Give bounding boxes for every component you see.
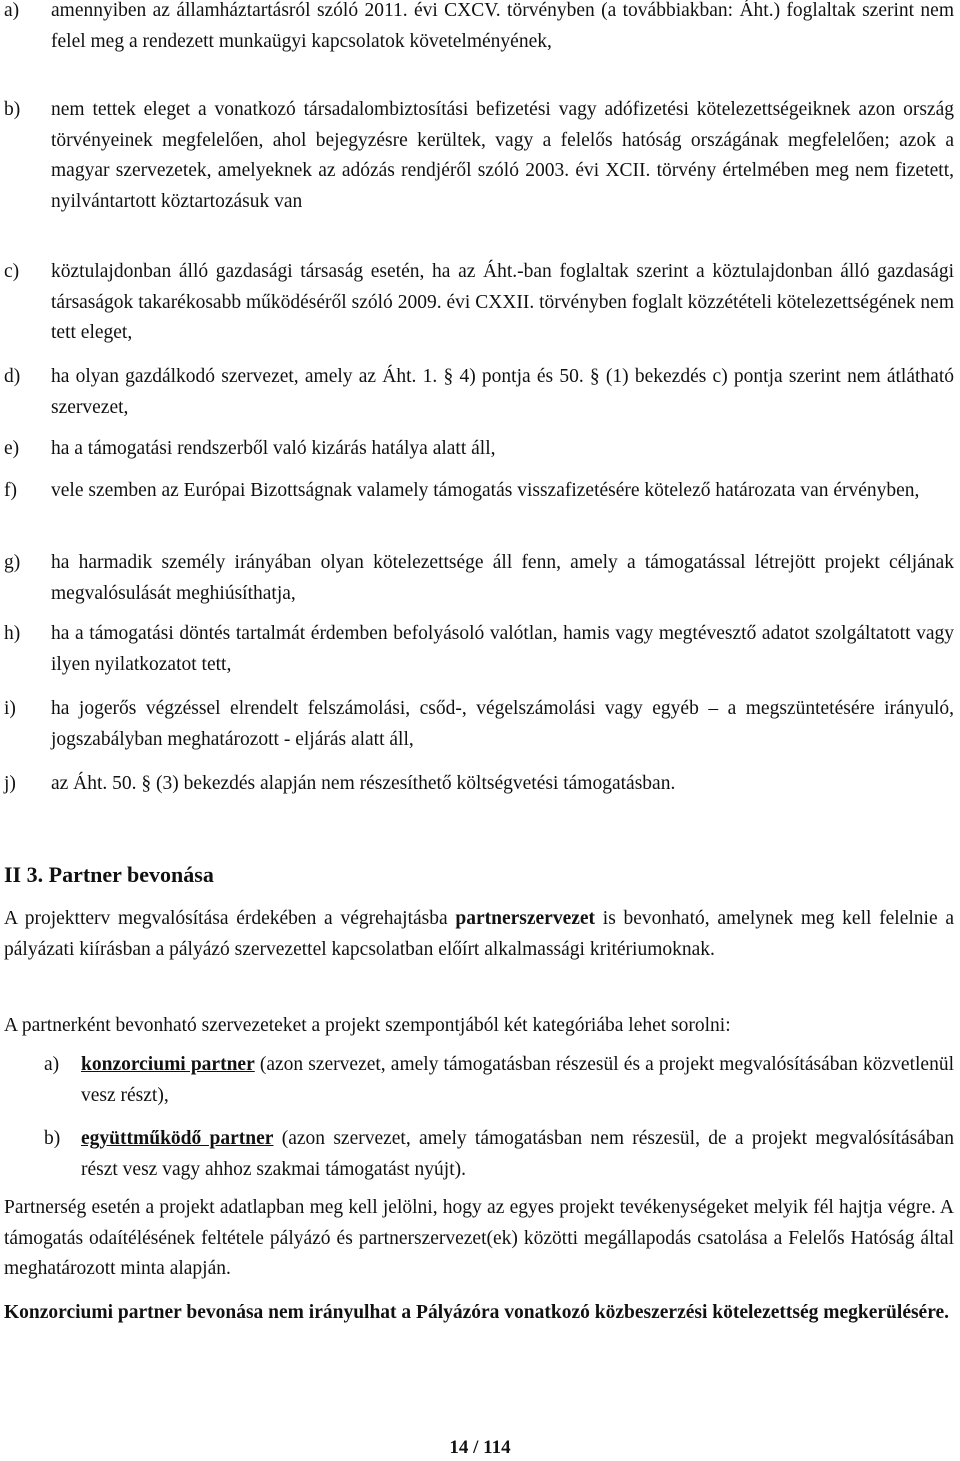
- list-item-e: [4, 434, 954, 465]
- list-item-b: [4, 95, 954, 217]
- list-text: ha harmadik személy irányában olyan kötelezettsége áll fenn, amely a támogatással létrejött projekt céljának megvalósulását meghiúsíthatja,: [51, 552, 954, 604]
- page-number: 14 / 114: [449, 1437, 511, 1458]
- term-konzorciumi-partner: konzorciumi partner: [81, 1054, 255, 1075]
- partner-item-egyuttmukodo: [44, 1124, 954, 1185]
- list-label: a): [44, 1054, 60, 1075]
- list-item-j: [4, 769, 954, 800]
- list-item-g: [4, 548, 954, 609]
- list-text: ha jogerős végzéssel elrendelt felszámolási, csőd-, végelszámolási vagy egyéb – a megszüntetésére irányuló, jogszabályban meghatározott - eljárás alatt áll,: [51, 698, 954, 750]
- list-label: b): [44, 1128, 61, 1149]
- list-label: g): [4, 552, 21, 573]
- paragraph-text: is bevonható, amelynek meg kell felelnie a pályázati kiírásban a pályázó szervezettel kapcsolatban előírt alkalmassági kritériumoknak.: [4, 908, 954, 960]
- paragraph-procurement-note: Konzorciumi partner bevonása nem irányulhat a Pályázóra vonatkozó közbeszerzési kötelezettség megkerülésére.: [4, 1302, 950, 1323]
- list-item-a: [4, 0, 954, 57]
- list-item-h: [4, 619, 954, 680]
- list-label: j): [4, 773, 16, 794]
- list-text: ha a támogatási rendszerből való kizárás hatálya alatt áll,: [51, 438, 496, 459]
- list-item-i: [4, 694, 954, 755]
- list-text: nem tettek eleget a vonatkozó társadalombiztosítási befizetési vagy adófizetési kötelezettségeiknek azon ország törvényeinek megfelelően, ahol bejegyzésre kerültek, vagy a felelős hatóság országának megfelelően; azok a magyar szervezetek, amelyeknek az adózás rendjéről szóló 2003. évi XCII. törvény értelmében meg nem fizetett, nyilvántartott köztartozásuk van: [51, 99, 954, 212]
- list-label: c): [4, 261, 20, 282]
- list-text: amennyiben az államháztartásról szóló 2011. évi CXCV. törvényben (a továbbiakban: Áht.) foglaltak szerint nem felel meg a rendezett munkaügyi kapcsolatok követelményének,: [51, 0, 954, 52]
- partner-description: (azon szervezet, amely támogatásban nem részesül, de a projekt megvalósításában részt vesz vagy ahhoz szakmai támogatást nyújt).: [81, 1128, 954, 1180]
- list-text: az Áht. 50. § (3) bekezdés alapján nem részesíthető költségvetési támogatásban.: [51, 773, 676, 794]
- list-item-d: [4, 362, 954, 423]
- list-item-c: [4, 257, 954, 349]
- list-text: ha olyan gazdálkodó szervezet, amely az Áht. 1. § 4) pontja és 50. § (1) bekezdés c) pontja szerint nem átlátható szervezet,: [51, 366, 954, 418]
- list-text: köztulajdonban álló gazdasági társaság esetén, ha az Áht.-ban foglaltak szerint a köztulajdonban álló gazdasági társaságok takarékosabb működéséről szóló 2009. évi CXXII. törvényben foglalt közzétételi kötelezettségének nem tett eleget,: [51, 261, 954, 343]
- paragraph-categories: A partnerként bevonható szervezeteket a projekt szempontjából két kategóriába lehet sorolni:: [4, 1015, 731, 1036]
- section-heading: [4, 860, 214, 890]
- term-egyuttmukodo-partner: együttműködő partner: [81, 1128, 274, 1149]
- partner-description: (azon szervezet, amely támogatásban részesül és a projekt megvalósításában közvetlenül vesz részt),: [81, 1054, 954, 1106]
- paragraph-partner-intro: [4, 904, 954, 965]
- list-text: ha a támogatási döntés tartalmát érdemben befolyásoló valótlan, hamis vagy megtévesztő adatot szolgáltatott vagy ilyen nyilatkozatot tett,: [51, 623, 954, 675]
- paragraph-partnership: Partnerség esetén a projekt adatlapban meg kell jelölni, hogy az egyes projekt tevékenységeket melyik fél hajtja végre. A támogatás odaítélésének feltétele pályázó és partnerszervezet(ek) közötti megállapodás csatolása a Felelős Hatóság által meghatározott minta alapján.: [4, 1197, 954, 1279]
- list-label: e): [4, 438, 20, 459]
- list-label: d): [4, 366, 21, 387]
- section-title: Partner bevonása: [48, 862, 214, 887]
- list-label: h): [4, 623, 21, 644]
- list-label: i): [4, 698, 16, 719]
- list-label: f): [4, 480, 17, 501]
- paragraph-text: A projektterv megvalósítása érdekében a végrehajtásba: [4, 908, 456, 929]
- section-number: II 3.: [4, 862, 44, 887]
- list-item-f: [4, 476, 954, 507]
- list-label: a): [4, 0, 20, 21]
- list-text: vele szemben az Európai Bizottságnak valamely támogatás visszafizetésére kötelező határozata van érvényben,: [51, 480, 920, 501]
- term-partnerszervezet: partnerszervezet: [455, 908, 596, 929]
- partner-item-konzorciumi: [44, 1050, 954, 1111]
- list-label: b): [4, 99, 21, 120]
